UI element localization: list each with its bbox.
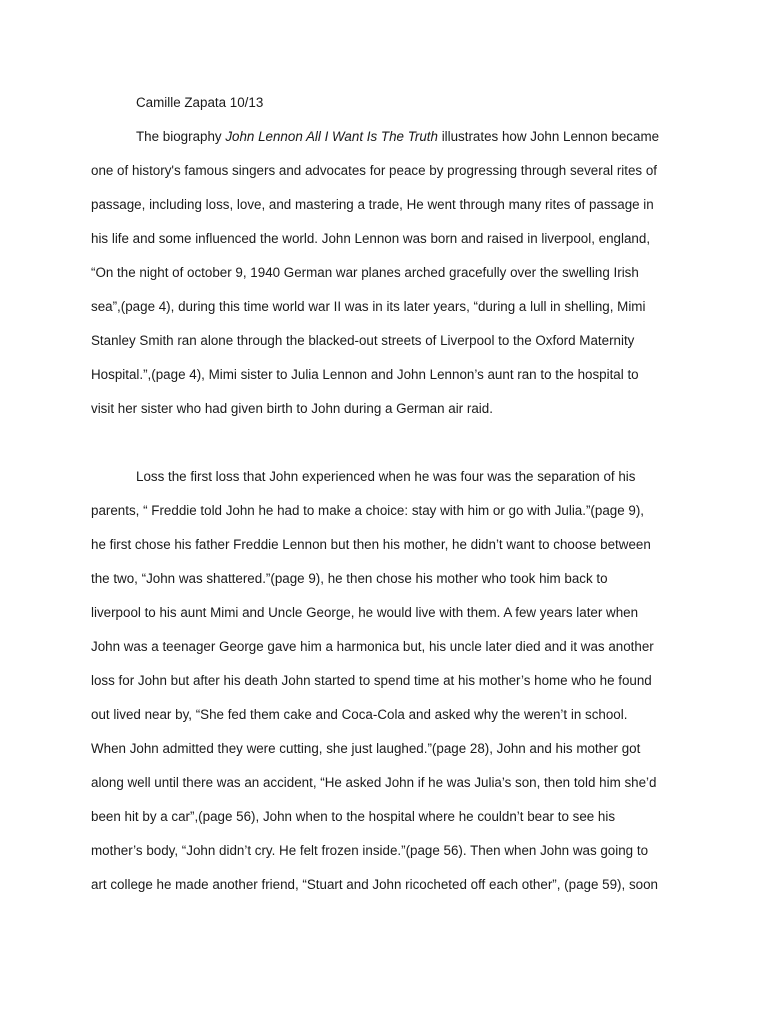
paragraph-2-line: John was a teenager George gave him a harmonica but, his uncle later died and it was another — [91, 639, 654, 654]
text-run: illustrates how John Lennon became — [437, 129, 660, 144]
paragraph-1-line: Stanley Smith ran alone through the blacked-out streets of Liverpool to the Oxford Maternity — [91, 333, 635, 348]
book-title: John Lennon All I Want Is The Truth — [225, 129, 438, 144]
paragraph-2-line: liverpool to his aunt Mimi and Uncle George, he would live with them. A few years later when — [91, 605, 639, 620]
author-date-heading: Camille Zapata 10/13 — [136, 95, 264, 110]
paragraph-2-line: parents, “ Freddie told John he had to make a choice: stay with him or go with Julia.”(page 9), — [91, 503, 645, 518]
paragraph-gap — [91, 426, 691, 460]
paragraph-2-line: been hit by a car”,(page 56), John when to the hospital where he couldn’t bear to see his — [91, 809, 616, 824]
paragraph-2-line: along well until there was an accident, “He asked John if he was Julia’s son, then told him she’d — [91, 775, 657, 790]
paragraph-1-line: “On the night of october 9, 1940 German war planes arched gracefully over the swelling Irish — [91, 265, 639, 280]
paragraph-2-line: out lived near by, “She fed them cake and Coca-Cola and asked why the weren’t in school. — [91, 707, 628, 722]
text-run: The biography — [136, 129, 226, 144]
paragraph-2-line: art college he made another friend, “Stuart and John ricocheted off each other”, (page 59), soon — [91, 877, 658, 892]
paragraph-1-line: passage, including loss, love, and mastering a trade, He went through many rites of passage in — [91, 197, 654, 212]
paragraph-1-line: his life and some influenced the world. John Lennon was born and raised in liverpool, england, — [91, 231, 651, 246]
paragraph-1-line: one of history's famous singers and advocates for peace by progressing through several rites of — [91, 163, 658, 178]
paragraph-2-line: Loss the first loss that John experienced when he was four was the separation of his — [136, 469, 636, 484]
paragraph-1-line: visit her sister who had given birth to John during a German air raid. — [91, 401, 493, 416]
paragraph-2-line: he first chose his father Freddie Lennon but then his mother, he didn’t want to choose between — [91, 537, 651, 552]
paragraph-1-line: sea”,(page 4), during this time world war II was in its later years, “during a lull in shelling, Mimi — [91, 299, 646, 314]
paragraph-2-line: mother’s body, “John didn’t cry. He felt frozen inside.”(page 56). Then when John was going to — [91, 843, 649, 858]
paragraph-2-line: loss for John but after his death John started to spend time at his mother’s home who he found — [91, 673, 652, 688]
paragraph-2-line: When John admitted they were cutting, she just laughed.”(page 28), John and his mother got — [91, 741, 641, 756]
paragraph-2-line: the two, “John was shattered.”(page 9), he then chose his mother who took him back to — [91, 571, 608, 586]
paragraph-1-line: Hospital.”,(page 4), Mimi sister to Julia Lennon and John Lennon’s aunt ran to the hospital to — [91, 367, 639, 382]
paragraph-1 — [91, 120, 691, 426]
paragraph-1-line — [91, 120, 691, 154]
paragraph-2 — [91, 460, 691, 902]
document-page — [91, 86, 691, 902]
